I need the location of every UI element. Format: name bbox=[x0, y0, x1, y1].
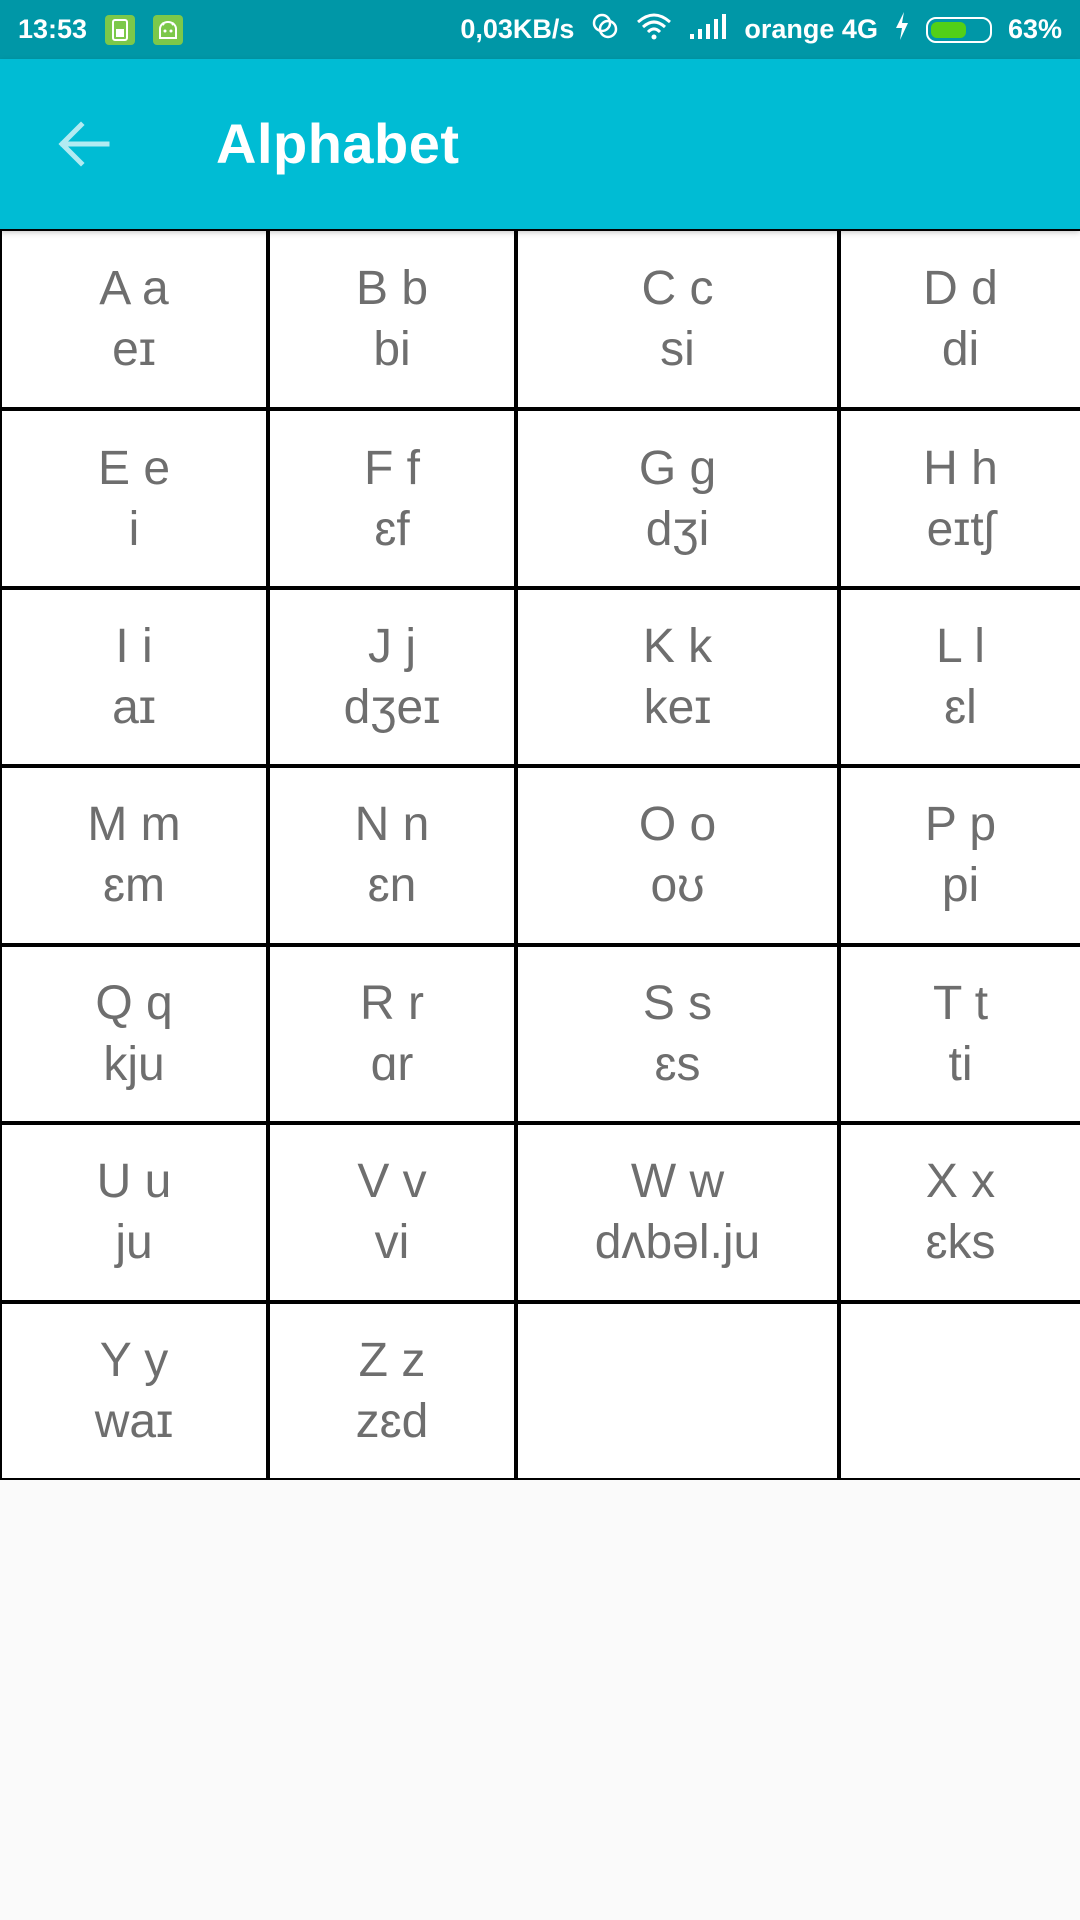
letter-label: M m bbox=[87, 798, 181, 852]
battery-percent: 63% bbox=[1007, 14, 1062, 44]
signal-icon bbox=[688, 12, 728, 47]
ipa-label: ju bbox=[115, 1216, 153, 1270]
ipa-label: ɑr bbox=[370, 1037, 414, 1091]
android-icon bbox=[153, 15, 183, 45]
ipa-label: vi bbox=[374, 1216, 410, 1270]
ipa-label: aɪ bbox=[112, 681, 156, 735]
charging-icon bbox=[894, 11, 910, 48]
ipa-label: i bbox=[128, 502, 140, 556]
letter-cell[interactable] bbox=[837, 586, 1080, 764]
letter-label: A a bbox=[99, 262, 169, 316]
letter-label: S s bbox=[642, 976, 713, 1030]
ipa-label: dʒeɪ bbox=[343, 681, 441, 735]
letter-cell[interactable] bbox=[0, 229, 266, 407]
letter-cell[interactable] bbox=[514, 1121, 837, 1299]
letter-cell[interactable] bbox=[266, 943, 514, 1121]
letter-cell[interactable] bbox=[837, 229, 1080, 407]
status-bar bbox=[0, 0, 1080, 59]
battery-body bbox=[926, 17, 992, 43]
letter-cell[interactable] bbox=[0, 943, 266, 1121]
ipa-label: ɛks bbox=[925, 1216, 996, 1270]
ipa-label: bi bbox=[373, 323, 411, 377]
letter-label: U u bbox=[96, 1155, 172, 1209]
ipa-label: dʒi bbox=[645, 502, 710, 556]
letter-cell[interactable] bbox=[0, 1121, 266, 1299]
letter-cell[interactable] bbox=[266, 1300, 514, 1478]
status-time: 13:53 bbox=[18, 14, 88, 44]
status-left bbox=[18, 14, 183, 45]
letter-cell[interactable] bbox=[837, 764, 1080, 942]
letter-label: E e bbox=[97, 441, 171, 495]
letter-label: X x bbox=[925, 1155, 996, 1209]
letter-cell[interactable] bbox=[837, 407, 1080, 585]
letter-label: I i bbox=[115, 620, 153, 674]
empty-cell bbox=[514, 1300, 837, 1478]
net-speed: 0,03KB/s bbox=[460, 14, 575, 44]
battery-icon bbox=[926, 17, 992, 43]
sync-icon bbox=[590, 11, 620, 48]
letter-label: F f bbox=[364, 441, 420, 495]
ipa-label: ɛs bbox=[654, 1037, 701, 1091]
letter-cell[interactable] bbox=[266, 1121, 514, 1299]
letter-label: C c bbox=[641, 262, 714, 316]
ipa-label: oʊ bbox=[650, 859, 705, 913]
ipa-label: si bbox=[660, 323, 695, 377]
letter-label: K k bbox=[642, 620, 713, 674]
letter-label: N n bbox=[354, 798, 430, 852]
letter-label: R r bbox=[360, 976, 424, 1030]
ipa-label: ɛf bbox=[374, 502, 410, 556]
letter-label: J j bbox=[368, 620, 416, 674]
ipa-label: pi bbox=[941, 859, 980, 913]
letter-label: Y y bbox=[99, 1333, 169, 1387]
letter-cell[interactable] bbox=[837, 1121, 1080, 1299]
letter-label: V v bbox=[357, 1155, 427, 1209]
ipa-label: ti bbox=[948, 1037, 973, 1091]
letter-label: Q q bbox=[95, 976, 173, 1030]
empty-cell bbox=[837, 1300, 1080, 1478]
letter-label: G g bbox=[638, 441, 717, 495]
letter-cell[interactable] bbox=[514, 943, 837, 1121]
ipa-label: di bbox=[941, 323, 980, 377]
ipa-label: dʌbəl.ju bbox=[594, 1216, 761, 1270]
ipa-label: zɛd bbox=[355, 1394, 429, 1448]
letter-label: B b bbox=[355, 262, 429, 316]
letter-cell[interactable] bbox=[514, 229, 837, 407]
wifi-icon bbox=[636, 12, 672, 47]
letter-label: Z z bbox=[358, 1333, 426, 1387]
letter-cell[interactable] bbox=[266, 229, 514, 407]
status-right bbox=[460, 11, 1062, 48]
letter-cell[interactable] bbox=[514, 407, 837, 585]
ipa-label: ɛm bbox=[103, 859, 165, 913]
back-button[interactable] bbox=[54, 117, 114, 171]
letter-cell[interactable] bbox=[837, 943, 1080, 1121]
ipa-label: keɪ bbox=[643, 681, 712, 735]
sim-icon bbox=[105, 15, 135, 45]
letter-cell[interactable] bbox=[514, 586, 837, 764]
letter-label: W w bbox=[630, 1155, 725, 1209]
letter-cell[interactable] bbox=[0, 1300, 266, 1478]
ipa-label: waɪ bbox=[94, 1394, 174, 1448]
letter-cell[interactable] bbox=[266, 764, 514, 942]
letter-label: P p bbox=[924, 798, 997, 852]
ipa-label: kju bbox=[103, 1037, 165, 1091]
app-bar bbox=[0, 59, 1080, 229]
letter-label: L l bbox=[936, 620, 985, 674]
letter-cell[interactable] bbox=[0, 764, 266, 942]
ipa-label: eɪtʃ bbox=[926, 502, 995, 556]
letter-cell[interactable] bbox=[266, 586, 514, 764]
letter-cell[interactable] bbox=[514, 764, 837, 942]
letter-label: T t bbox=[932, 976, 989, 1030]
ipa-label: ɛn bbox=[367, 859, 417, 913]
letter-label: O o bbox=[638, 798, 717, 852]
ipa-label: eɪ bbox=[112, 323, 156, 377]
letter-cell[interactable] bbox=[0, 586, 266, 764]
letter-label: D d bbox=[923, 262, 998, 316]
alphabet-grid bbox=[0, 229, 1080, 1480]
carrier: orange 4G bbox=[744, 14, 878, 44]
letter-cell[interactable] bbox=[0, 407, 266, 585]
arrow-left-icon bbox=[57, 121, 111, 167]
letter-label: H h bbox=[923, 441, 998, 495]
ipa-label: ɛl bbox=[944, 681, 977, 735]
battery-fill bbox=[931, 22, 966, 38]
page-title: Alphabet bbox=[216, 112, 460, 175]
letter-cell[interactable] bbox=[266, 407, 514, 585]
